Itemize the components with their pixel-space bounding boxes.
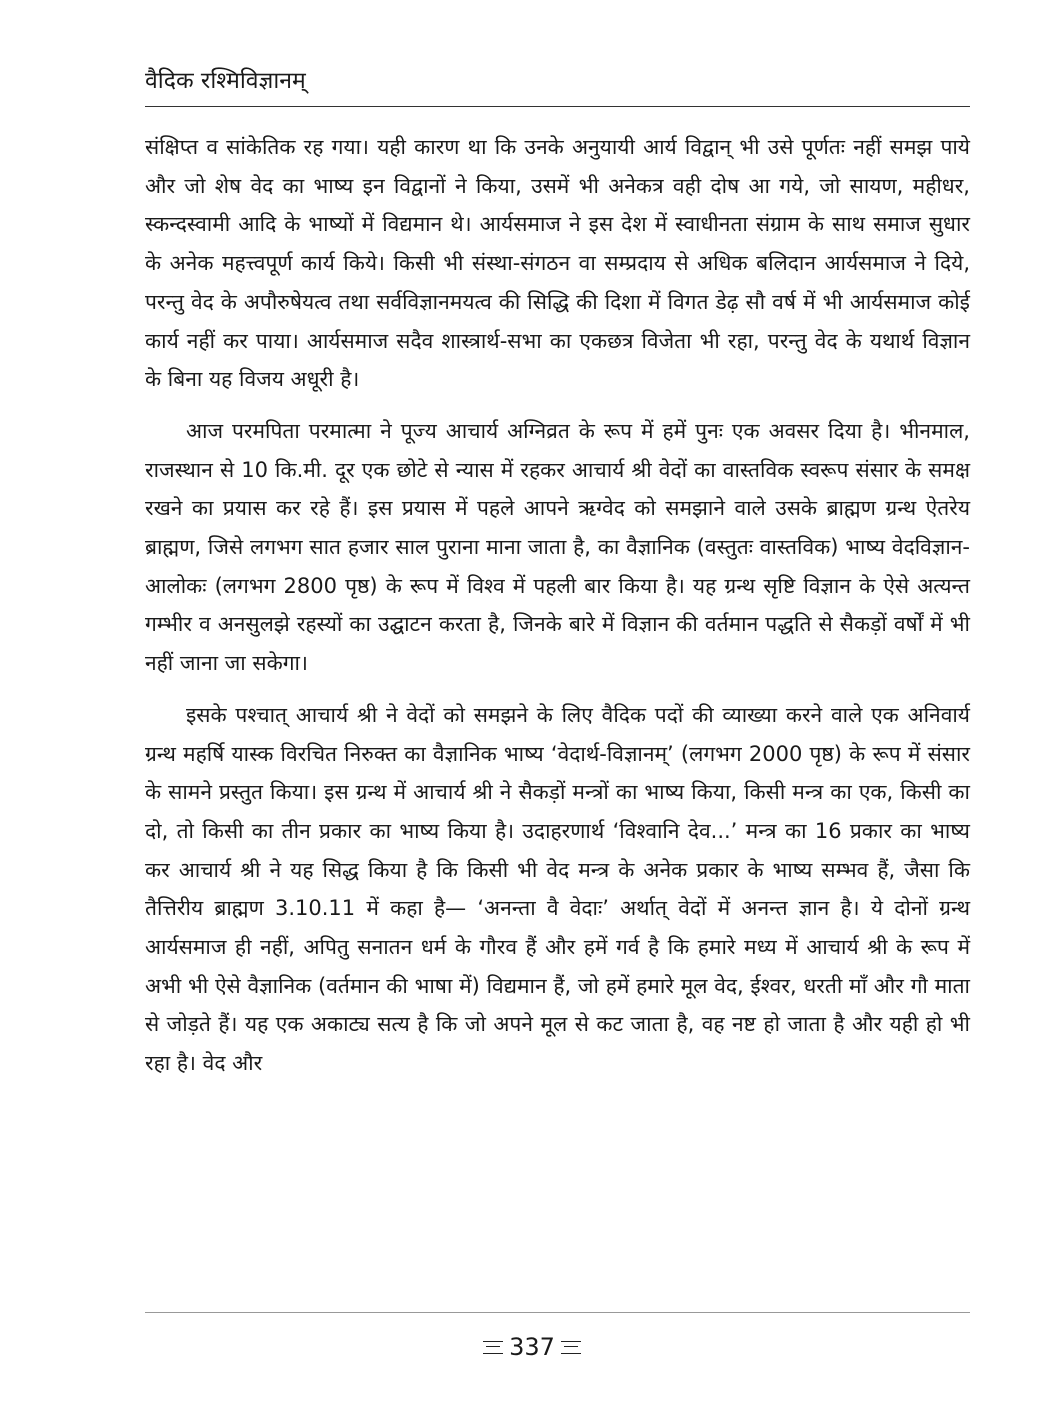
body-text <box>145 128 970 1083</box>
running-header-title: वैदिक रश्मिविज्ञानम् <box>145 68 306 94</box>
folio-ornament-right <box>561 1341 581 1354</box>
footer-rule <box>145 1312 970 1313</box>
paragraph: इसके पश्चात् आचार्य श्री ने वेदों को समझने के लिए वैदिक पदों की व्याख्या करने वाले एक अनिवार्य ग्रन्थ महर्षि यास्क विरचित निरुक्त का वैज्ञानिक भाष्य ‘वेदार्थ-विज्ञानम्’ (लगभग 2000 पृष्ठ) के रूप में संसार के सामने प्रस्तुत किया। इस ग्रन्थ में आचार्य श्री ने सैकड़ों मन्त्रों का भाष्य किया, किसी मन्त्र का एक, किसी का दो, तो किसी का तीन प्रकार का भाष्य किया है। उदाहरणार्थ ‘विश्वानि देव...’ मन्त्र का 16 प्रकार का भाष्य कर आचार्य श्री ने यह सिद्ध किया है कि किसी भी वेद मन्त्र के अनेक प्रकार के भाष्य सम्भव हैं, जैसा कि तैत्तिरीय ब्राह्मण 3.10.11 में कहा है— ‘अनन्ता वै वेदाः’ अर्थात् वेदों में अनन्त ज्ञान है। ये दोनों ग्रन्थ आर्यसमाज ही नहीं, अपितु सनातन धर्म के गौरव हैं और हमें गर्व है कि हमारे मध्य में आचार्य श्री के रूप में अभी भी ऐसे वैज्ञानिक (वर्तमान की भाषा में) विद्यमान हैं, जो हमें हमारे मूल वेद, ईश्वर, धरती माँ और गौ माता से जोड़ते हैं। यह एक अकाट्य सत्य है कि जो अपने मूल से कट जाता है, वह नष्ट हो जाता है और यही हो भी रहा है। वेद और <box>145 702 970 1076</box>
paragraph: आज परमपिता परमात्मा ने पूज्य आचार्य अग्निव्रत के रूप में हमें पुनः एक अवसर दिया है। भीनमाल, राजस्थान से 10 कि.मी. दूर एक छोटे से न्यास में रहकर आचार्य श्री वेदों का वास्तविक स्वरूप संसार के समक्ष रखने का प्रयास कर रहे हैं। इस प्रयास में पहले आपने ऋग्वेद को समझाने वाले उसके ब्राह्मण ग्रन्थ ऐतरेय ब्राह्मण, जिसे लगभग सात हजार साल पुराना माना जाता है, का वैज्ञानिक (वस्तुतः वास्तविक) भाष्य वेदविज्ञान-आलोकः (लगभग 2800 पृष्ठ) के रूप में विश्व में पहली बार किया है। यह ग्रन्थ सृष्टि विज्ञान के ऐसे अत्यन्त गम्भीर व अनसुलझे रहस्यों का उद्घाटन करता है, जिनके बारे में विज्ञान की वर्तमान पद्धति से सैकड़ों वर्षों में भी नहीं जाना जा सकेगा। <box>145 418 970 676</box>
paragraph: संक्षिप्त व सांकेतिक रह गया। यही कारण था कि उनके अनुयायी आर्य विद्वान् भी उसे पूर्णतः नहीं समझ पाये और जो शेष वेद का भाष्य इन विद्वानों ने किया, उसमें भी अनेकत्र वही दोष आ गये, जो सायण, महीधर, स्कन्दस्वामी आदि के भाष्यों में विद्यमान थे। आर्यसमाज ने इस देश में स्वाधीनता संग्राम के साथ समाज सुधार के अनेक महत्त्वपूर्ण कार्य किये। किसी भी संस्था-संगठन वा सम्प्रदाय से अधिक बलिदान आर्यसमाज ने दिये, परन्तु वेद के अपौरुषेयत्व तथा सर्वविज्ञानमयत्व की सिद्धि की दिशा में विगत डेढ़ सौ वर्ष में भी आर्यसमाज कोई कार्य नहीं कर पाया। आर्यसमाज सदैव शास्त्रार्थ-सभा का एकछत्र विजेता भी रहा, परन्तु वेद के यथार्थ विज्ञान के बिना यह विजय अधूरी है। <box>145 135 970 392</box>
page-number-block <box>0 1332 1064 1362</box>
header-rule <box>145 106 970 107</box>
page-number: 337 <box>509 1333 555 1361</box>
folio-ornament-left <box>483 1341 503 1354</box>
